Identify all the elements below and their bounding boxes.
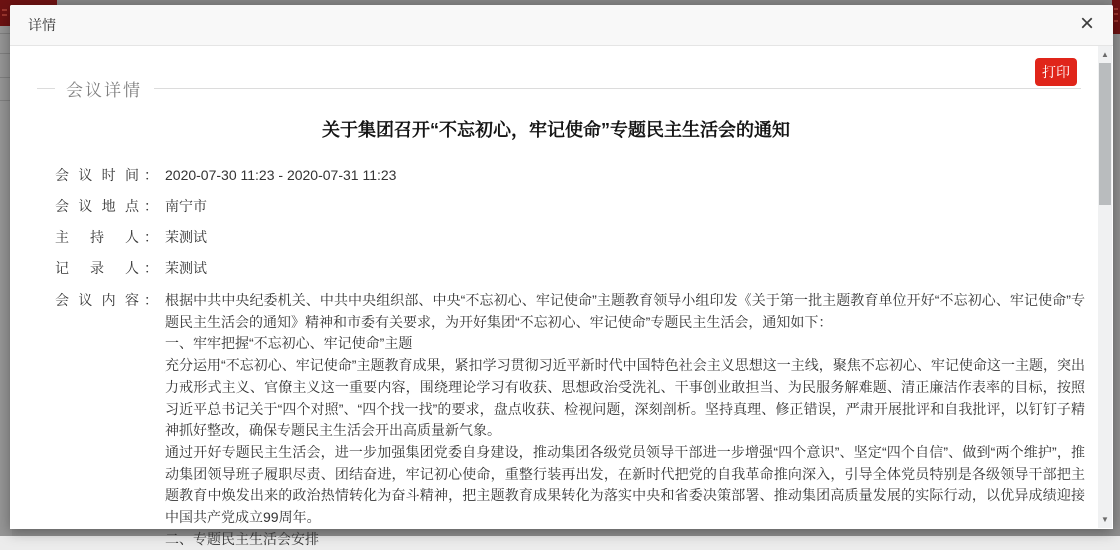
field-colon: ：: [144, 292, 158, 308]
field-colon: ：: [144, 167, 158, 183]
field-colon: ：: [144, 198, 158, 214]
field-label: 主持人: [55, 229, 139, 245]
field-value: [165, 290, 1085, 550]
content-paragraph: 一、牢牢把握“不忘初心、牢记使命”主题: [165, 335, 413, 352]
scrollbar-thumb[interactable]: [1099, 63, 1111, 205]
content-paragraph: 根据中共中央纪委机关、中共中央组织部、中央“不忘初心、牢记使命”主题教育领导小组印发《关于第一批主题教育单位开好“不忘初心、牢记使命”专题民主生活会的通知》精神和市委有关要求，为开好集团“不忘初心、牢记使命”专题民主生活会，通知如下：: [165, 292, 1085, 330]
detail-modal: [10, 5, 1113, 547]
field-label: 会议内容: [55, 292, 139, 308]
field-value: 茉测试: [165, 229, 207, 245]
modal-title: 详情: [28, 17, 56, 33]
content-paragraph: 通过开好专题民主生活会，进一步加强集团党委自身建设，推动集团各级党员领导干部进一步增强“四个意识”、坚定“四个自信”、做到“两个维护”，推动集团领导班子履职尽责、团结奋进，牢记初心使命，重整行装再出发，在新时代把党的自我革命推向深入，引导全体党员特别是各级领导干部把主题教育中焕发出来的政治热情转化为奋斗精神，把主题教育成果转化为落实中央和省委决策部署、推动集团高质量发展的实际行动，以优异成绩迎接中国共产党成立99周年。: [165, 443, 1085, 526]
print-button[interactable]: 打印: [1035, 58, 1077, 86]
modal-header: [10, 5, 1113, 46]
meeting-fields: [55, 166, 1085, 550]
field-meeting-recorder: [55, 259, 1085, 277]
section-line-left: [37, 88, 55, 89]
scroll-down-icon[interactable]: ▼: [1101, 515, 1109, 524]
field-value: 南宁市: [165, 198, 207, 214]
close-icon[interactable]: ×: [1079, 10, 1094, 37]
field-colon: ：: [144, 260, 158, 276]
content-paragraph: 充分运用“不忘初心、牢记使命”主题教育成果，紧扣学习贯彻习近平新时代中国特色社会主义思想这一主线，聚焦不忘初心、牢记使命这一主题，突出力戒形式主义、官僚主义这一重要内容，围绕理论学习有收获、思想政治受洗礼、干事创业敢担当、为民服务解难题、清正廉洁作表率的目标，按照习近平总书记关于“四个对照”、“四个找一找”的要求，盘点收获、检视问题，深刻剖析。坚持真理、修正错误，严肃开展批评和自我批评，以钉钉子精神抓好整改，确保专题民主生活会开出高质量新气象。: [165, 357, 1085, 439]
field-meeting-host: [55, 228, 1085, 246]
field-label: 记录人: [55, 260, 139, 276]
section-title: 会议详情: [66, 80, 142, 100]
section-line-right: [154, 88, 1081, 89]
field-label: 会议地点: [55, 198, 139, 214]
scroll-up-icon[interactable]: ▲: [1101, 50, 1109, 59]
field-value: 2020-07-30 11:23 - 2020-07-31 11:23: [165, 167, 397, 183]
section-header: [37, 76, 1081, 100]
content-paragraph: 二、专题民主生活会安排: [165, 530, 319, 547]
field-meeting-location: [55, 197, 1085, 215]
field-label: 会议时间: [55, 167, 139, 183]
scrollbar[interactable]: [1098, 46, 1112, 528]
notice-title: 关于集团召开“不忘初心，牢记使命”专题民主生活会的通知: [322, 120, 790, 140]
field-meeting-content: [55, 290, 1085, 550]
field-meeting-time: [55, 166, 1085, 184]
field-value: 茉测试: [165, 260, 207, 276]
field-colon: ：: [144, 229, 158, 245]
modal-body: [10, 46, 1113, 547]
